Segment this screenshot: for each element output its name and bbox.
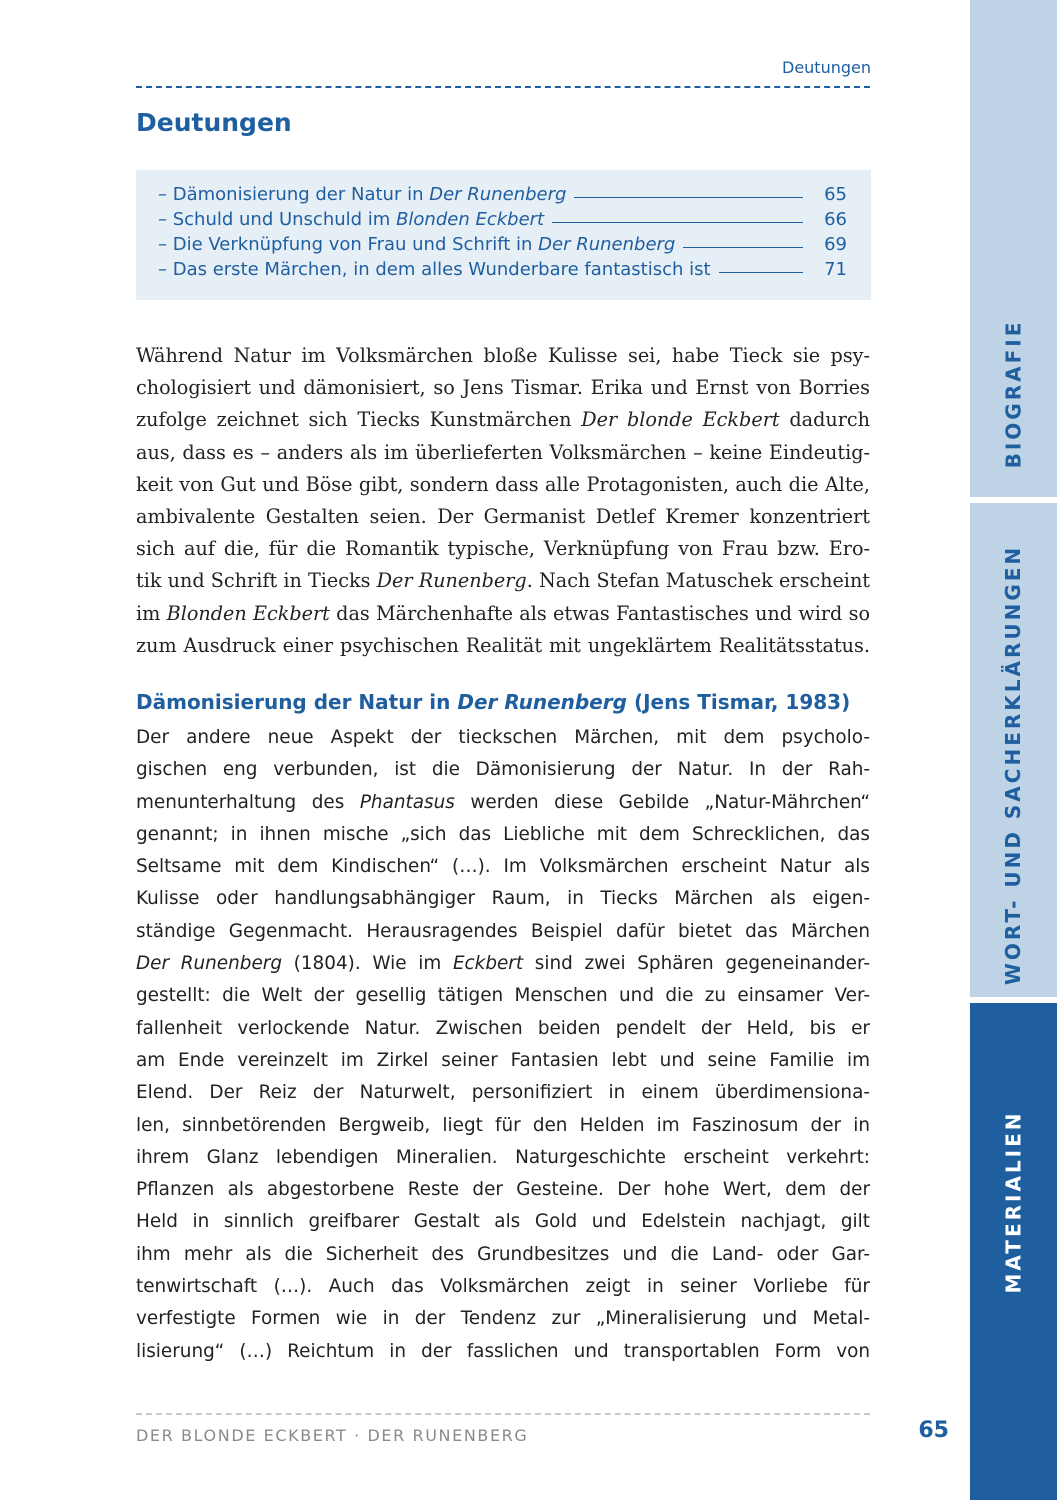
text-line: im Blonden Eckbert das Märchenhafte als etwas Fantastisches und wird so [136,601,870,625]
text-line: zum Ausdruck einer psychischen Realität mit ungeklärtem Realitätsstatus. [136,633,870,657]
text-line: Kulisse oder handlungsabhängiger Raum, in Tiecks Märchen als eigen- [136,888,870,910]
page-title: Deutungen [136,108,292,137]
toc-leader-line [683,247,803,248]
text-line: lisierung“ (…) Reichtum in der fasslichen und transportablen Form von [136,1340,870,1362]
text-line: Während Natur im Volksmärchen bloße Kulisse sei, habe Tieck sie psy- [136,344,870,367]
side-tab-label: WORT- UND SACHERKLÄRUNGEN [1001,544,1026,986]
text-line: Seltsame mit dem Kindischen“ (…). Im Volksmärchen erscheint Natur als [136,856,870,878]
text-line: ständige Gegenmacht. Herausragendes Beispiel dafür bietet das Märchen [136,920,870,942]
toc-item-page: 66 [824,209,847,230]
toc-item-title: – Schuld und Unschuld im Blonden Eckbert [158,209,545,230]
text-line: keit von Gut und Böse gibt, sondern dass alle Protagonisten, auch die Alte, [136,472,870,496]
side-tab-materialien[interactable] [970,1003,1057,1500]
text-line: ihm mehr als die Sicherheit des Grundbesitzes und die Land- oder Gar- [136,1243,870,1265]
toc-item[interactable] [158,209,847,234]
text-line: fallenheit verlockende Natur. Zwischen beiden pendelt der Held, bis er [136,1017,870,1039]
page-number: 65 [918,1418,949,1443]
text-line: zufolge zeichnet sich Tiecks Kunstmärchen Der blonde Eckbert dadurch [136,408,870,432]
text-line: ambivalente Gestalten seien. Der Germanist Detlef Kremer konzentriert [136,505,870,529]
footer-book-title: DER BLONDE ECKBERT · DER RUNENBERG [136,1426,529,1445]
toc-item-page: 65 [824,184,847,205]
text-line: chologisiert und dämonisiert, so Jens Tismar. Erika und Ernst von Borries [136,376,870,400]
side-tab-wort-und-sacherklaerungen[interactable] [970,503,1057,997]
intro-paragraph [136,340,870,662]
text-line: Der Runenberg (1804). Wie im Eckbert sind zwei Sphären gegeneinander- [136,953,870,975]
toc-item[interactable] [158,259,847,284]
table-of-contents [136,170,871,300]
text-line: aus, dass es – anders als im überlieferten Volksmärchen – keine Eindeutig- [136,440,870,464]
toc-item[interactable] [158,184,847,209]
toc-leader-line [574,197,803,198]
text-line: sich auf die, für die Romantik typische, Verknüpfung von Frau bzw. Ero- [136,537,870,561]
side-tab-label: BIOGRAFIE [1001,319,1026,468]
text-line: Der andere neue Aspekt der tieckschen Märchen, mit dem psycholo- [136,727,870,748]
running-header-section: Deutungen [782,58,871,77]
text-line: gischen eng verbunden, ist die Dämonisierung der Natur. In der Rah- [136,759,870,781]
text-line: genannt; in ihnen mische „sich das Liebliche mit dem Schrecklichen, das [136,823,870,845]
toc-item-title: – Das erste Märchen, in dem alles Wunderbare fantastisch ist [158,259,711,280]
text-line: len, sinnbetörenden Bergweib, liegt für den Helden im Faszinosum der in [136,1114,870,1136]
text-line: verfestigte Formen wie in der Tendenz zur „Mineralisierung und Metal- [136,1308,870,1330]
section-body [136,722,870,1368]
toc-item-page: 69 [824,234,847,255]
toc-leader-line [719,272,803,273]
side-tab-label: MATERIALIEN [1001,1109,1026,1294]
footer-divider [136,1413,870,1415]
text-line: menunterhaltung des Phantasus werden diese Gebilde „Natur-Mährchen“ [136,791,870,813]
toc-item-page: 71 [824,259,847,280]
toc-item-title: – Die Verknüpfung von Frau und Schrift in Der Runenberg [158,234,676,255]
text-line: Held in sinnlich greifbarer Gestalt als Gold und Edelstein nachjagt, gilt [136,1211,870,1233]
text-line: am Ende vereinzelt im Zirkel seiner Fantasien lebt und seine Familie im [136,1049,870,1071]
text-line: tenwirtschaft (…). Auch das Volksmärchen zeigt in seiner Vorliebe für [136,1276,870,1298]
toc-item-title: – Dämonisierung der Natur in Der Runenberg [158,184,567,205]
text-line: ihrem Glanz lebendigen Mineralien. Naturgeschichte erscheint verkehrt: [136,1146,870,1168]
text-line: gestellt: die Welt der gesellig tätigen Menschen und die zu einsamer Ver- [136,985,870,1007]
text-line: tik und Schrift in Tiecks Der Runenberg. Nach Stefan Matuschek erscheint [136,569,871,593]
text-line: Elend. Der Reiz der Naturwelt, personifiziert in einem überdimensiona- [136,1082,870,1104]
side-tab-biografie[interactable] [970,0,1057,497]
toc-item[interactable] [158,234,847,259]
header-divider [136,86,870,88]
toc-leader-line [552,222,803,223]
text-line: Pflanzen als abgestorbene Reste der Gesteine. Der hohe Wert, dem der [136,1179,870,1201]
section-heading: Dämonisierung der Natur in Der Runenberg (Jens Tismar, 1983) [136,690,851,714]
